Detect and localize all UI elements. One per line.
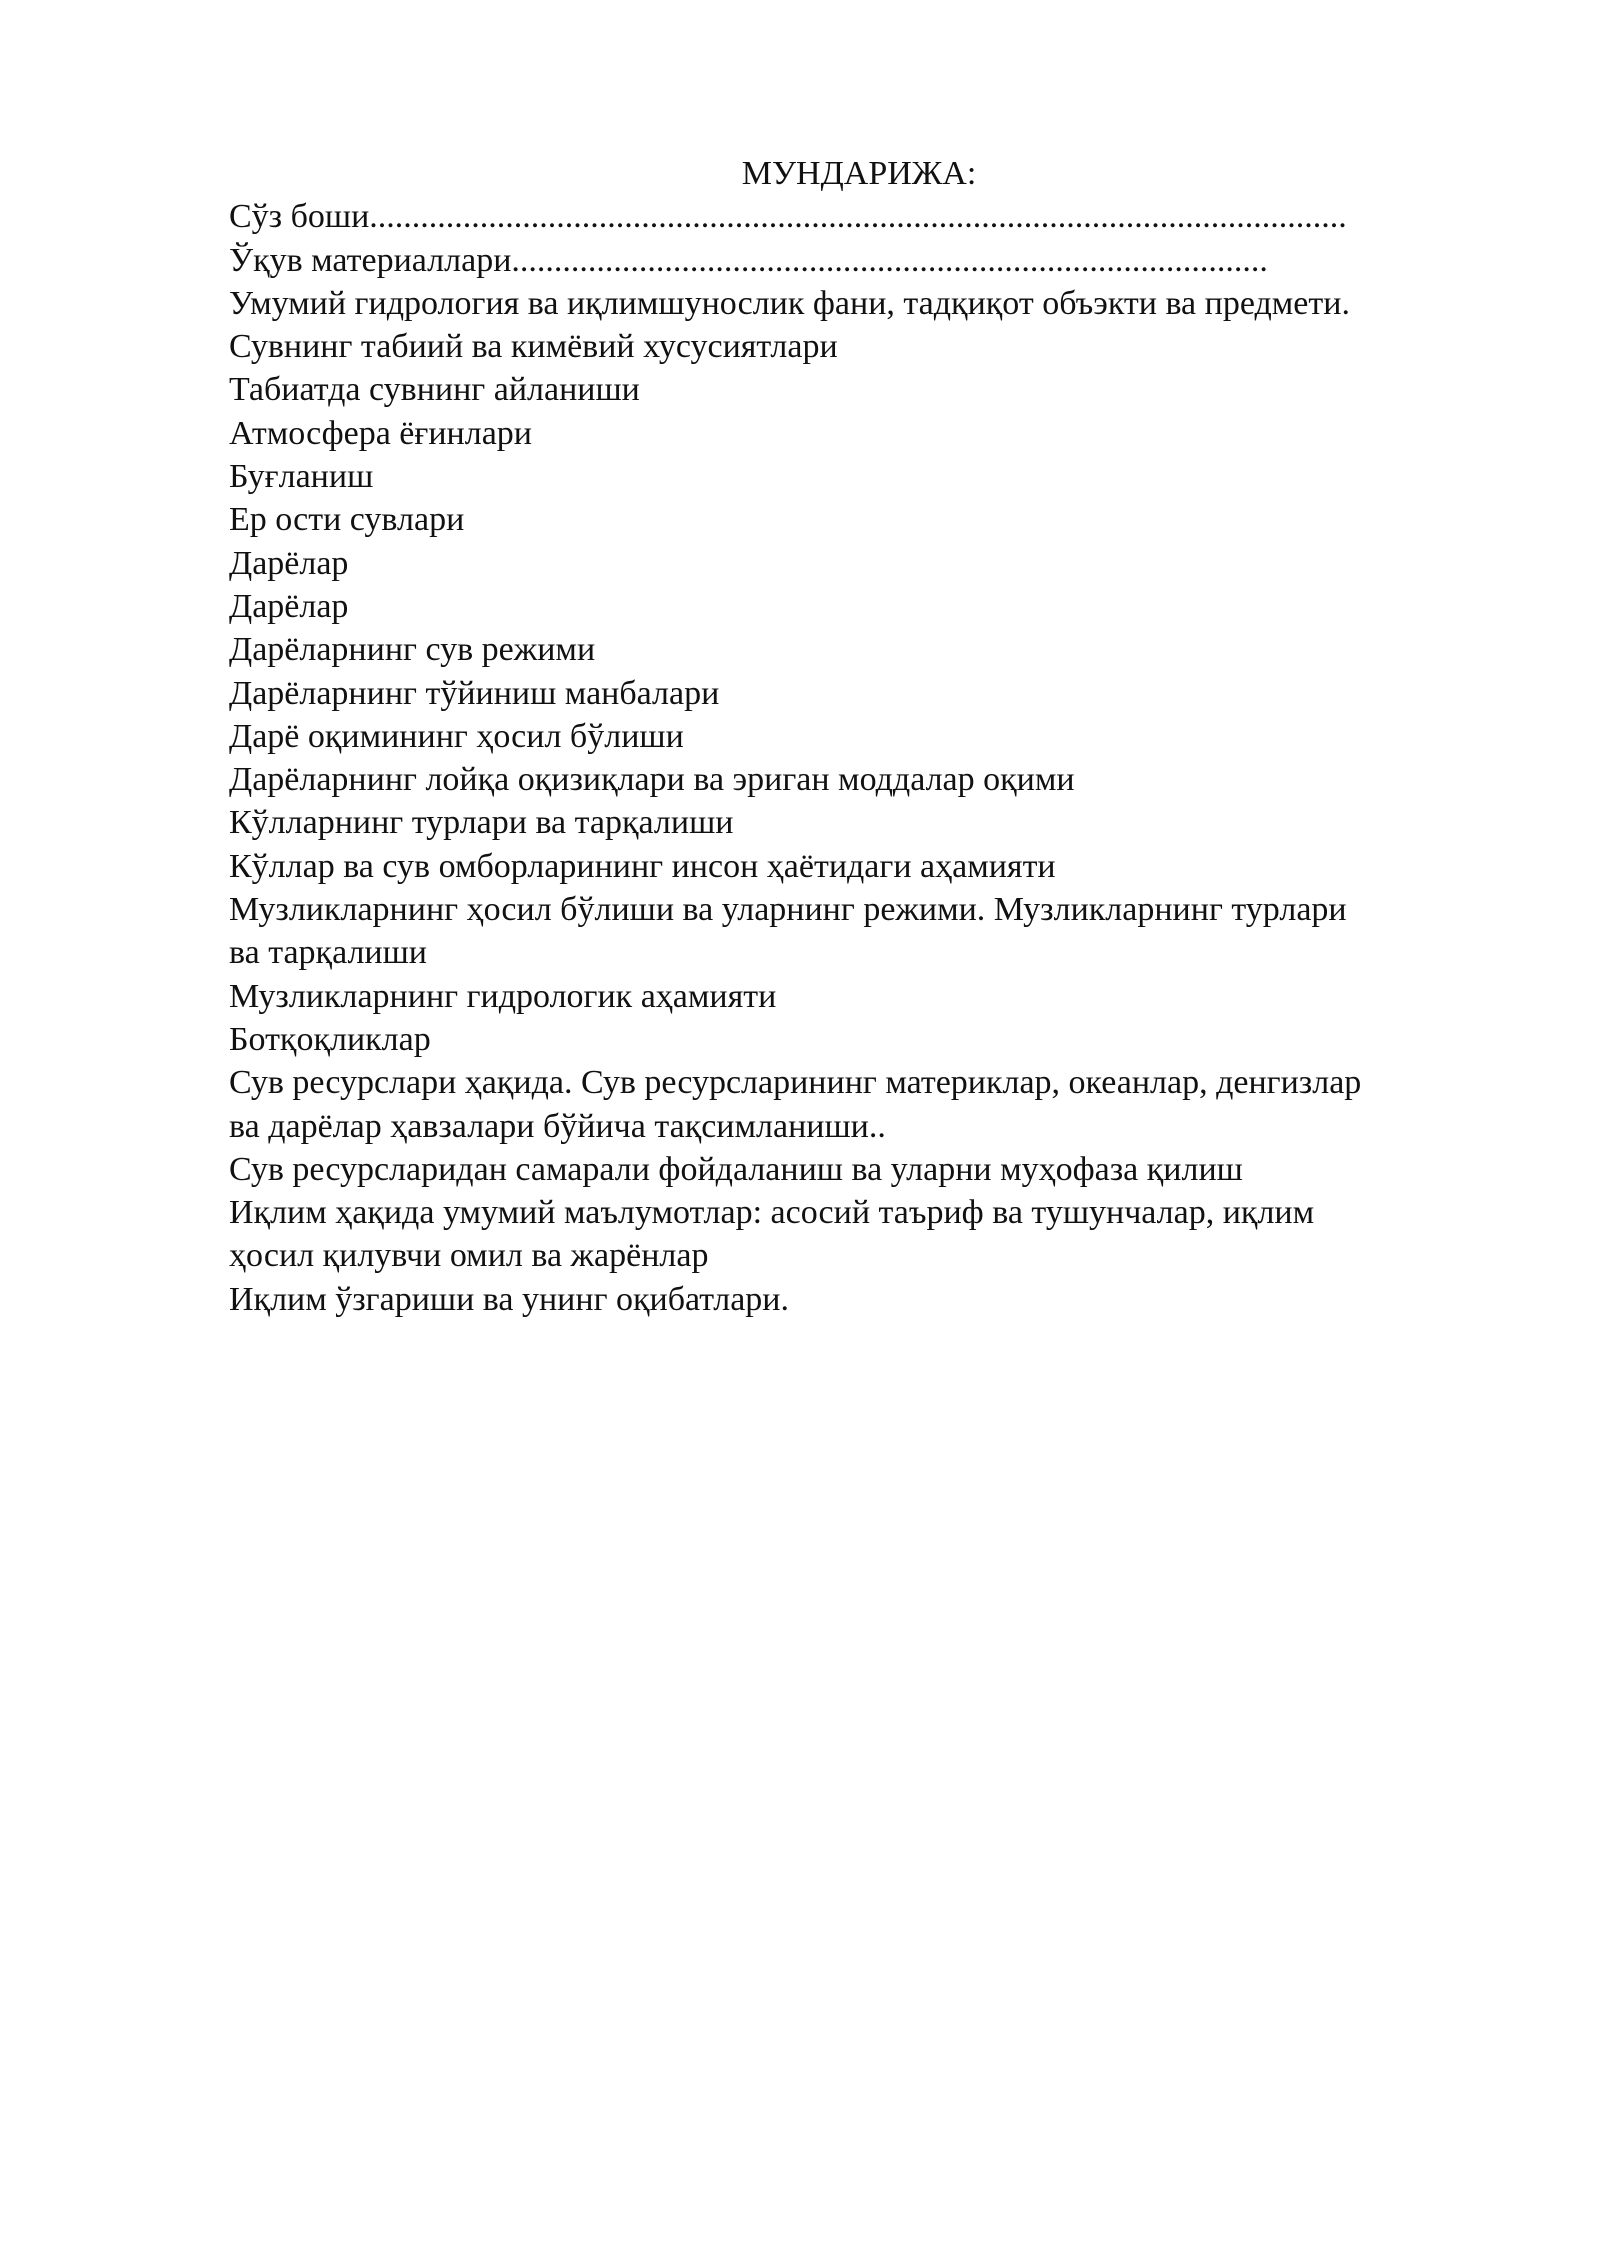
toc-entry — [229, 845, 1529, 888]
toc-entry-line: Кўллар ва сув омборларининг инсон ҳаётидаги аҳамияти — [229, 847, 1056, 885]
toc-entry — [229, 368, 1529, 411]
toc-entry-line: Сув ресурслари ҳақида. Сув ресурсларининг материклар, океанлар, денгизлар — [229, 1064, 1362, 1102]
toc-entry-line: Дарёларнинг сув режими — [229, 631, 596, 669]
toc-entry — [229, 628, 1529, 671]
toc-entry — [229, 455, 1529, 498]
toc-entry — [229, 239, 1529, 282]
toc-entry-line: Буғланиш — [229, 458, 374, 496]
toc-entry — [229, 1061, 1529, 1148]
toc-entry — [229, 888, 1529, 975]
toc-entry — [229, 1278, 1529, 1321]
toc-entry — [229, 1191, 1529, 1278]
toc-entry-line: Сувнинг табиий ва кимёвий хусусиятлари — [229, 328, 838, 366]
toc-entry — [229, 801, 1529, 844]
toc-entry — [229, 715, 1529, 758]
toc-entry — [229, 758, 1529, 801]
toc-entry — [229, 672, 1529, 715]
toc-entry-line: ва дарёлар ҳавзалари бўйича тақсимланиши.. — [229, 1107, 886, 1145]
toc-entry-line: ҳосил қилувчи омил ва жарёнлар — [229, 1237, 709, 1275]
toc-entry — [229, 1148, 1529, 1191]
toc-entry-line: Сув ресурсларидан самарали фойдаланиш ва уларни муҳофаза қилиш — [229, 1150, 1243, 1188]
toc-entry — [229, 975, 1529, 1018]
toc-entry-line: Дарёлар — [229, 587, 349, 625]
toc-entry — [229, 282, 1529, 325]
toc-entry-line: Табиатда сувнинг айланиши — [229, 371, 640, 409]
toc-entry-line: Дарёларнинг тўйиниш манбалари — [229, 674, 720, 712]
toc-entry — [229, 1018, 1529, 1061]
toc-entry-line: Ўқув материаллари......................................................................................... — [229, 241, 1268, 279]
toc-entry-line: Ер ости сувлари — [229, 501, 465, 539]
toc-entry-line: Кўлларнинг турлари ва тарқалиши — [229, 804, 734, 842]
toc-entry-line: Умумий гидрология ва иқлимшунослик фани, тадқиқот объэкти ва предмети. — [229, 284, 1350, 322]
toc-entry-line: Сўз боши................................................................................................................... — [229, 198, 1347, 236]
toc-entry-line: Музликларнинг ҳосил бўлиши ва уларнинг режими. Музликларнинг турлари — [229, 891, 1347, 929]
toc-entry-line: Атмосфера ёғинлари — [229, 414, 532, 452]
toc-entry-line: Ботқоқликлар — [229, 1020, 431, 1058]
toc-entry — [229, 585, 1529, 628]
toc-entry — [229, 325, 1529, 368]
toc-entry-line: Дарёлар — [229, 544, 349, 582]
toc-entry-line: Дарёларнинг лойқа оқизиқлари ва эриган моддалар оқими — [229, 761, 1075, 799]
table-of-contents — [229, 152, 1529, 1321]
toc-entry — [229, 542, 1529, 585]
toc-list — [229, 195, 1529, 1321]
toc-entry-line: Дарё оқимининг ҳосил бўлиши — [229, 717, 684, 755]
toc-entry-line: Музликларнинг гидрологик аҳамияти — [229, 977, 777, 1015]
toc-entry-line: Иқлим ҳақида умумий маълумотлар: асосий таъриф ва тушунчалар, иқлим — [229, 1194, 1315, 1232]
toc-entry-line: Иқлим ўзгариши ва унинг оқибатлари. — [229, 1280, 790, 1318]
toc-title: МУНДАРИЖА: — [741, 155, 977, 192]
toc-entry — [229, 195, 1529, 238]
toc-entry — [229, 412, 1529, 455]
toc-entry — [229, 498, 1529, 541]
toc-entry-line: ва тарқалиши — [229, 934, 428, 972]
